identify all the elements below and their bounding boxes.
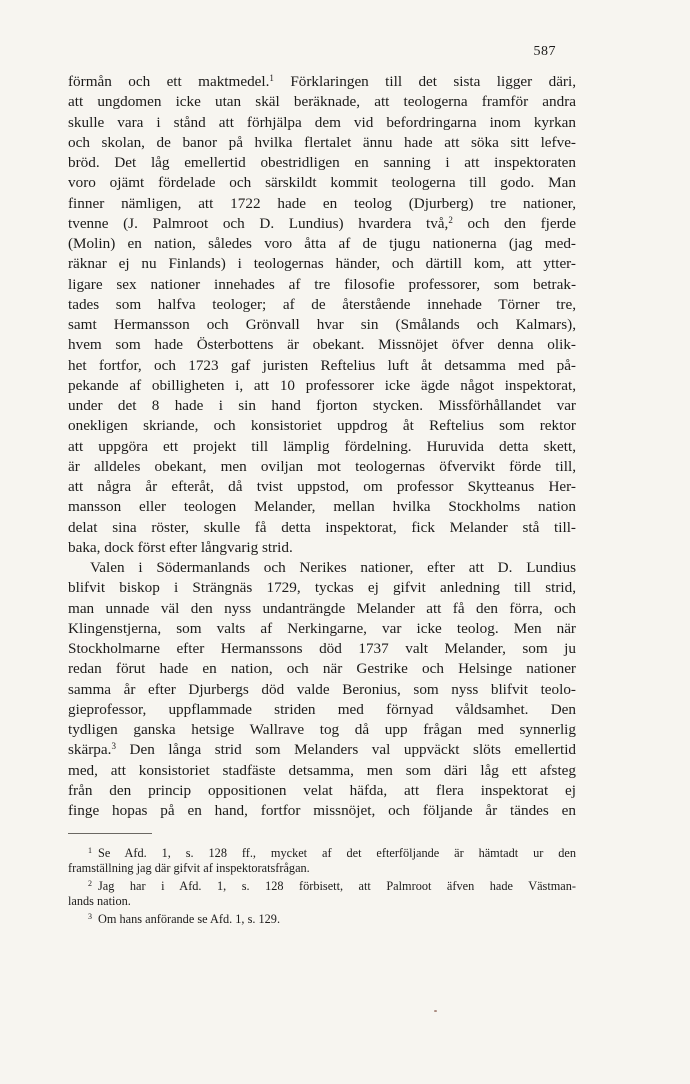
footnote-ref: 1 [269, 73, 274, 83]
text-line: tydligen ganska hetsige Wallrave tog då upp frågan med synnerlig [68, 721, 576, 738]
page-number: 587 [533, 44, 556, 59]
footnote-divider [68, 833, 152, 834]
paper-speck [434, 1010, 437, 1012]
text-line: och skolan, de banor på hvilka flertalet ännu hade att söka sitt lefve- [68, 133, 576, 151]
text-line: Stockholmarne efter Hermanssons död 1737 valt Melander, som ju [68, 640, 576, 657]
footnote-ref: 3 [111, 741, 116, 752]
text-line: förmån och ett maktmedel.$^1$ Förklaringen till det sista ligger däri, [68, 73, 577, 90]
text-line: het fortfor, och 1723 gaf juristen Reftelius luft åt detsamma med på- [68, 356, 576, 374]
text-line: onekligen skriande, och konsistoriet uppdrog åt Reftelius som rektor [68, 417, 576, 435]
footnote-2: $^2$ Jag har i Afd. 1, s. 128 förbisett, att Palmroot äfven hade Västman- [88, 879, 576, 893]
text-line: tvenne (J. Palmroot och D. Lundius) hvardera två,$^2$ och den fjerde [68, 214, 577, 232]
body-text [68, 72, 576, 821]
text-line: hvem som hade Österbottens är obekant. Missnöjet öfver denna olik- [68, 336, 576, 354]
text-line: delat sina röster, skulle få detta inspektorat, fick Melander stå till- [68, 518, 576, 536]
text-line: (Molin) en nation, således voro åtta af de tjugu nationerna (jag med- [68, 235, 576, 252]
footnote-2-cont: lands nation. [68, 893, 131, 908]
text-line: bröd. Det låg emellertid obestridligen en sanning i att inspektoraten [68, 154, 576, 171]
text-line: med, att konsistoriet stadfäste detsamma, men som däri låg ett afsteg [68, 761, 576, 779]
footnotes [68, 843, 576, 926]
text-line: finge hopas på en hand, fortfor missnöjet, och följande år tändes en [68, 802, 576, 819]
text-line: under det 8 hade i sin hand fjorton stycken. Missförhållandet var [68, 397, 576, 414]
text-line: räknar ej nu Finlands) i teologernas händer, och därtill kom, att ytter- [68, 255, 576, 273]
text-line: från den princip oppositionen velat häfda, att flera inspektorat ej [68, 781, 576, 799]
text-line: pekande af obilligheten i, att 10 professorer icke ägde något inspektorat, [68, 376, 576, 394]
text-line: baka, dock först efter långvarig strid. [68, 538, 293, 556]
text-line: är alldeles obekant, men oviljan mot teologernas öfvervikt förde till, [68, 457, 576, 475]
footnote-mark: 1 [88, 846, 92, 855]
text-line: Klingenstjerna, som valts af Nerkingarne, var icke teolog. Men när [68, 619, 576, 637]
text-line: samt Hermansson och Grönvall hvar sin (Smålands och Kalmars), [68, 316, 576, 333]
text-line: voro ojämt fördelade och särskildt kommit teologerna till godo. Man [68, 174, 576, 192]
footnote-ref: 2 [448, 214, 453, 225]
text-line: Valen i Södermanlands och Nerikes nationer, efter att D. Lundius [90, 559, 576, 576]
text-line: att ungdomen icke utan skäl beräknade, att teologerna framför andra [68, 93, 576, 111]
footnote-1: $^1$ Se Afd. 1, s. 128 ff., mycket af det efterföljande är hämtadt ur den [88, 846, 576, 860]
text-line: tades som halfva teologer; af de återstående innehade Törner tre, [68, 295, 576, 313]
text-line: finner nämligen, att 1722 hade en teolog (Djurberg) tre nationer, [68, 194, 576, 212]
text-line: man unnade väl den nyss undanträngde Melander att få den förra, och [68, 599, 576, 617]
text-line: skärpa.$^3$ Den långa strid som Melanders val uppväckt slöts emellertid [68, 741, 577, 759]
text-line: att några år efteråt, då tvist uppstod, om professor Skytteanus Her- [68, 478, 576, 495]
text-line: blifvit biskop i Strängnäs 1729, tyckas ej gifvit anledning till strid, [68, 579, 576, 597]
footnote-mark: 3 [88, 912, 92, 921]
text-line: ligare sex nationer innehades af tre filosofie professorer, som betrak- [68, 275, 576, 293]
footnote-1-cont: framställning jag där gifvit af inspektoratsfrågan. [68, 860, 310, 875]
text-line: skulle vara i stånd att förhjälpa dem vid befordringarna inom kyrkan [68, 113, 576, 131]
text-line: mansson eller teologen Melander, mellan hvilka Stockholms nation [68, 498, 576, 516]
footnote-3: $^3$ Om hans anförande se Afd. 1, s. 129. [88, 912, 281, 926]
text-line: samma år efter Djurbergs död valde Beronius, som nyss blifvit teolo- [68, 680, 576, 698]
text-line: gieprofessor, uppflammade striden med förnyad våldsamhet. Den [68, 700, 576, 718]
footnote-mark: 2 [88, 879, 92, 888]
text-line: att uppgöra ett projekt till lämplig fördelning. Huruvida detta skett, [68, 437, 576, 455]
text-line: redan förut hade en nation, och när Gestrike och Helsinge nationer [68, 660, 576, 678]
